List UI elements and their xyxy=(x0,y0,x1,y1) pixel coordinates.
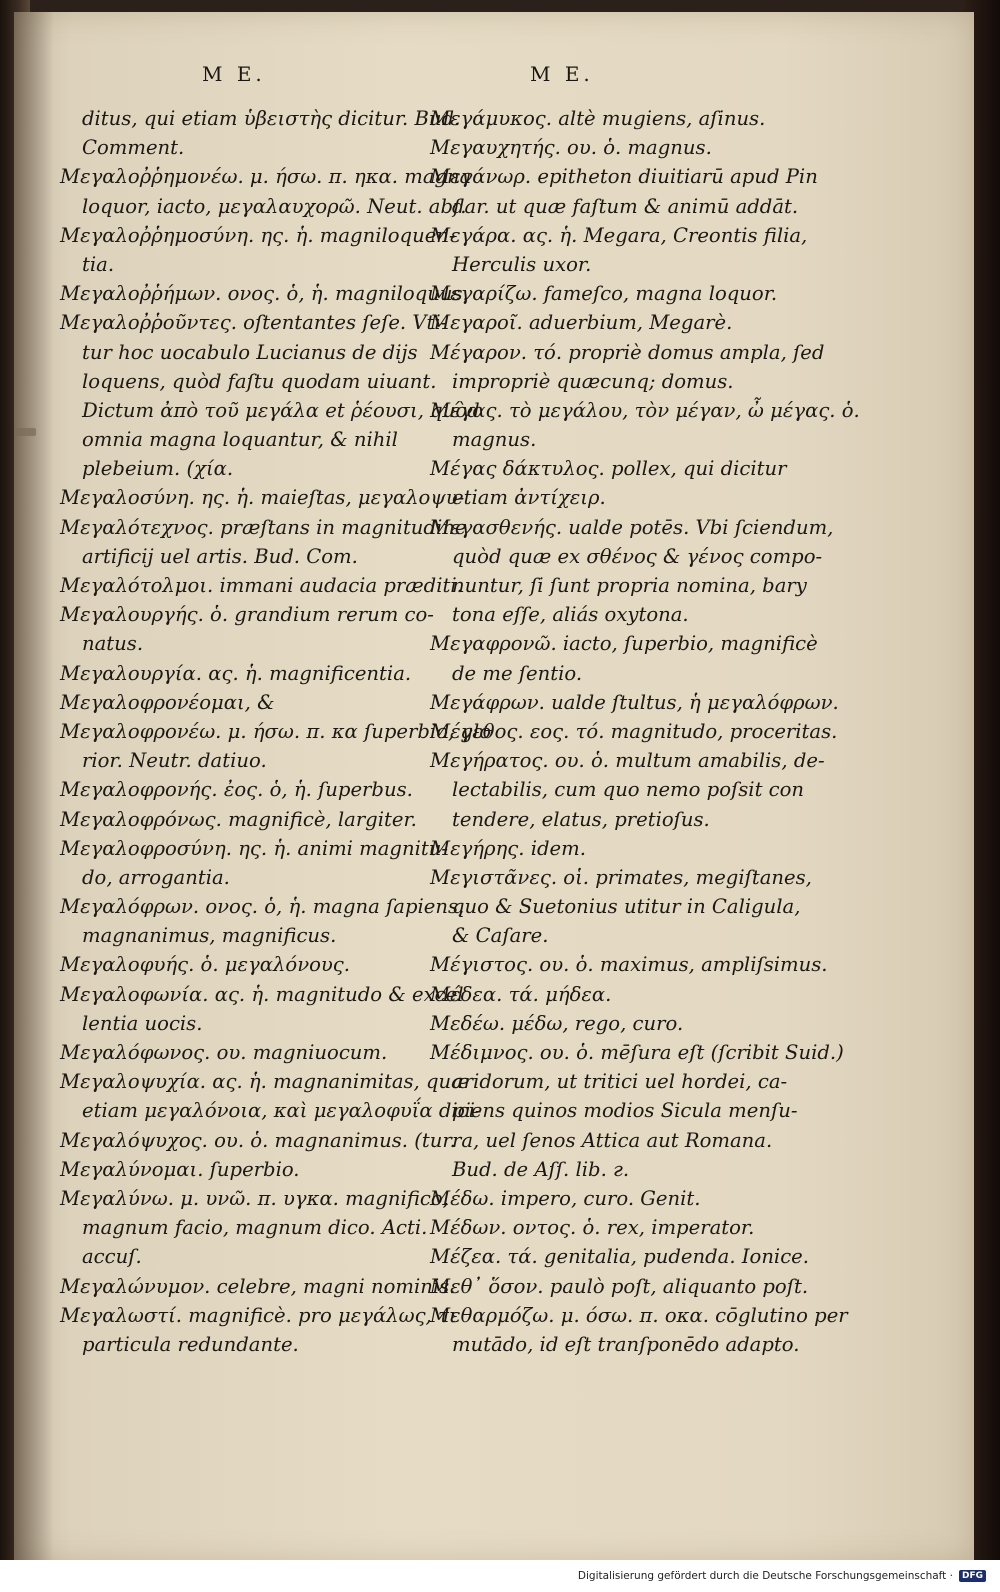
text-line: Μεγαλοφυής. ὁ. μεγαλόνους. xyxy=(60,953,351,977)
text-line: tur hoc uocabulo Lucianus de dijs xyxy=(82,340,418,364)
text-line: tendere, elatus, pretioſus. xyxy=(452,807,710,831)
text-line: Μεγαλοφωνία. ας. ἡ. magnitudo & excel xyxy=(60,982,464,1006)
page-gutter-shadow xyxy=(14,12,54,1562)
text-line: ra, uel ſenos Attica aut Romana. xyxy=(452,1128,773,1152)
text-line: Μέγαρον. τό. propriè domus ampla, ſed xyxy=(430,340,825,364)
text-line: quòd quæ ex σθένος & γένος compo- xyxy=(452,544,823,568)
text-line: quo & Suetonius utitur in Caligula, xyxy=(452,895,801,919)
text-line: mutādo, id eſt tranſponēdo adapto. xyxy=(452,1332,800,1356)
running-head-left: M E. xyxy=(202,62,266,86)
text-line: natus. xyxy=(82,632,144,656)
text-line: Μέγας δάκτυλος. pollex, qui dicitur xyxy=(430,457,787,481)
text-line: particula redundante. xyxy=(82,1332,299,1356)
text-line: Μεγιστᾶνες. οἱ. primates, megiſtanes, xyxy=(430,865,812,889)
text-line: etiam ἀντίχειρ. xyxy=(452,486,606,510)
text-line: Μεγαροῖ. aduerbium, Megarè. xyxy=(430,311,733,335)
text-line: Μέγας. τὸ μεγάλου, τὸν μέγαν, ὦ μέγας. ὁ. xyxy=(430,398,860,422)
text-line: artificij uel artis. Bud. Com. xyxy=(82,544,358,568)
text-line: Dictum ἀπὸ τοῦ μεγάλα et ῥέουσι, quòd xyxy=(82,398,480,422)
text-line: Μεγαλοῤῥημοσύνη. ης. ἡ. magniloquen- xyxy=(60,223,456,247)
running-head-right: M E. xyxy=(530,62,594,86)
text-line: magnus. xyxy=(452,428,537,452)
text-line: plebeium. (χία. xyxy=(82,457,234,481)
text-line: Μεγαλοφρονής. ἐος. ὁ, ἡ. ſuperbus. xyxy=(60,778,413,802)
text-line: Μεγαλόφωνος. ου. magniuocum. xyxy=(60,1041,388,1064)
text-line: Μεγαλοῤῥοῦντες. oſtentantes ſeſe. Vti- xyxy=(60,311,448,335)
text-line: Μεγαλότολμοι. immani audacia præditi. xyxy=(60,574,463,597)
text-line: Μεγαλοφρονέομαι, & xyxy=(60,690,275,714)
left-column xyxy=(60,104,492,1359)
text-line: Μέγιστος. ου. ὁ. maximus, ampliſsimus. xyxy=(430,953,828,977)
text-line: dar. ut quæ faſtum & animū addāt. xyxy=(452,194,799,218)
text-line: Μέγεθος. εος. τό. magnitudo, proceritas. xyxy=(430,719,838,743)
text-line: lentia uocis. xyxy=(82,1011,203,1035)
text-line: Μεγαλοφρονέω. μ. ήσω. π. κα ſuperbio, glo xyxy=(60,719,492,743)
text-line: Μέζεα. τά. genitalia, pudenda. Ionice. xyxy=(430,1245,809,1269)
text-line: Μεγήρης. idem. xyxy=(430,836,586,860)
text-line: loquens, quòd faſtu quodam uiuant. xyxy=(82,369,437,393)
text-line: Μεγαφρονῶ. iacto, ſuperbio, magnificè xyxy=(430,632,818,656)
text-line: Comment. xyxy=(82,136,185,160)
right-column xyxy=(430,104,860,1359)
text-line: Μεγαυχητής. ου. ὁ. magnus. xyxy=(430,136,712,160)
text-line: do, arrogantia. xyxy=(82,865,230,889)
text-line: Μεγάμυκος. altè mugiens, aſinus. xyxy=(430,107,766,130)
text-line: Μέδεα. τά. μήδεα. xyxy=(430,982,612,1006)
text-line: Μεγαλόψυχος. ου. ὁ. magnanimus. (tur. xyxy=(60,1128,456,1152)
text-line: tona eſſe, aliás oxytona. xyxy=(452,603,689,627)
text-line: nuntur, ſi ſunt propria nomina, bary xyxy=(452,574,807,597)
text-line: magnum facio, magnum dico. Acti. xyxy=(82,1216,428,1240)
text-line: etiam μεγαλόνοια, καὶ μεγαλοφυΐα dici- xyxy=(82,1099,482,1123)
text-line: Μεγαλύνομαι. ſuperbio. xyxy=(60,1157,300,1181)
text-line: lectabilis, cum quo nemo poſsit con xyxy=(452,778,805,802)
text-line: Μεγαλώνυμον. celebre, magni nominis. xyxy=(60,1274,456,1298)
text-line: Μεγαλοῤῥημονέω. μ. ήσω. π. ηκα. magna xyxy=(60,165,472,189)
text-line: Μέδων. οντος. ὁ. rex, imperator. xyxy=(430,1216,755,1240)
text-line: Μεγήρατος. ου. ὁ. multum amabilis, de- xyxy=(430,749,825,773)
text-line: Μεγαρίζω. fameſco, magna loquor. xyxy=(430,282,778,306)
dfg-logo-icon: DFG xyxy=(959,1570,986,1582)
text-line: Μεγάρα. ας. ἡ. Megara, Creontis filia, xyxy=(430,223,808,247)
binding-mark xyxy=(14,428,36,436)
text-line: & Caſare. xyxy=(452,924,549,948)
text-line: Herculis uxor. xyxy=(452,252,592,276)
text-line: Bud. de Aſſ. lib. г. xyxy=(452,1157,630,1181)
text-line: Μεγαλωστί. magnificè. pro μεγάλως, τι xyxy=(60,1303,457,1327)
text-line: Μεγαλοφρόνως. magnificè, largiter. xyxy=(60,807,417,831)
text-line: piens quinos modios Sicula menſu- xyxy=(452,1099,798,1123)
text-line: de me ſentio. xyxy=(452,661,583,685)
text-line: accuſ. xyxy=(82,1245,142,1269)
text-line: Μεγαλουργής. ὁ. grandium rerum co- xyxy=(60,603,434,627)
digitization-credit xyxy=(574,1568,990,1584)
text-line: Μέδω. impero, curo. Genit. xyxy=(430,1186,701,1210)
text-line: rior. Neutr. datiuo. xyxy=(82,749,267,773)
text-line: magnanimus, magnificus. xyxy=(82,924,337,948)
footer-credit-text: Digitalisierung gefördert durch die Deutsche Forschungsgemeinschaft · xyxy=(577,1570,953,1582)
text-line: Μεγάνωρ. epitheton diuitiarū apud Pin xyxy=(430,165,818,189)
text-line: Μεγαλότεχνος. præſtans in magnitudine xyxy=(60,515,467,539)
text-line: impropriè quæcunq; domus. xyxy=(452,369,734,393)
text-line: ditus, qui etiam ὑβειστὴς dicitur. Bud. xyxy=(82,107,461,130)
text-line: loquor, iacto, μεγαλαυχορῶ. Neut. abſ. xyxy=(82,194,467,218)
text-line: Μεδέω. μέδω, rego, curo. xyxy=(430,1011,684,1035)
text-line: Μεθ᾽ ὅσον. paulò poſt, aliquanto poſt. xyxy=(430,1274,809,1298)
text-line: Μεγασθενής. ualde potēs. Vbi ſciendum, xyxy=(430,515,834,539)
text-line: Μεγαλύνω. μ. υνῶ. π. υγκα. magnifico, xyxy=(60,1186,449,1210)
text-line: Μεγαλοφροσύνη. ης. ἡ. animi magnitu- xyxy=(60,836,448,860)
text-line: Μεθαρμόζω. μ. όσω. π. οκα. cōglutino per xyxy=(430,1303,848,1327)
text-line: Μέδιμνος. ου. ὁ. mēſura eſt (ſcribit Suid.) xyxy=(430,1041,844,1064)
text-line: Μεγάφρων. ualde ſtultus, ἡ μεγαλόφρων. xyxy=(430,690,839,714)
text-line: Μεγαλόφρων. ονος. ὁ, ἡ. magna ſapiens, xyxy=(60,895,465,919)
text-line: tia. xyxy=(82,252,115,276)
text-line: aridorum, ut tritici uel hordei, ca- xyxy=(452,1070,788,1094)
text-line: Μεγαλοῤῥήμων. ονος. ὁ, ἡ. magniloquus. xyxy=(60,282,469,306)
text-line: omnia magna loquantur, & nihil xyxy=(82,428,398,452)
book-page xyxy=(14,12,974,1562)
text-line: Μεγαλοσύνη. ης. ἡ. maieſtas, μεγαλοψυ- xyxy=(60,486,465,510)
text-line: Μεγαλοψυχία. ας. ἡ. magnanimitas, quæ xyxy=(60,1070,470,1094)
text-line: Μεγαλουργία. ας. ἡ. magnificentia. xyxy=(60,661,412,685)
